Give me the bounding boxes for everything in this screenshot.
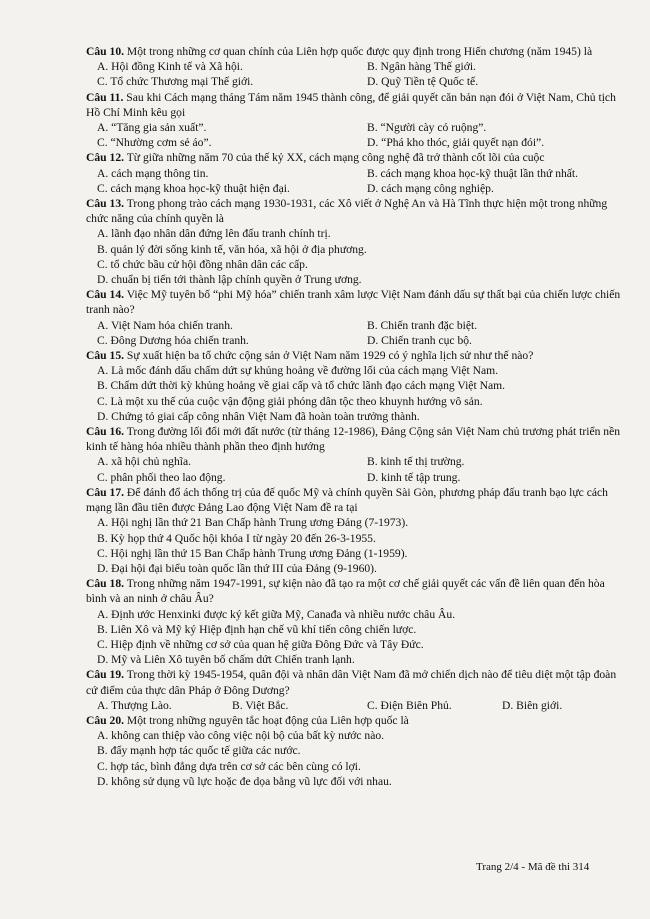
option-row bbox=[86, 120, 626, 135]
question-block bbox=[86, 348, 626, 424]
answer-option: C. hợp tác, bình đẳng dựa trên cơ sở các bên cùng có lợi. bbox=[97, 759, 361, 773]
question-number: Câu 12. bbox=[86, 151, 125, 165]
answer-option: A. không can thiệp vào công việc nội bộ của bất kỳ nước nào. bbox=[97, 729, 385, 743]
answer-option: D. Đại hội đại biểu toàn quốc lần thứ III của Đảng (9-1960). bbox=[97, 561, 377, 575]
question-text: Một trong những nguyên tắc hoạt động của Liên hợp quốc là bbox=[126, 713, 409, 727]
question-stem bbox=[86, 667, 626, 697]
answer-option: C. Hội nghị lần thứ 15 Ban Chấp hành Trung ương Đảng (1-1959). bbox=[97, 546, 408, 560]
answer-option: A. Là mốc đánh dấu chấm dứt sự khủng hoảng về đường lối của cách mạng Việt Nam. bbox=[97, 364, 499, 378]
option-row bbox=[86, 181, 626, 196]
answer-option: A. lãnh đạo nhân dân đứng lên đấu tranh chính trị. bbox=[97, 227, 331, 241]
answer-option: A. xã hội chủ nghĩa. bbox=[97, 455, 192, 469]
question-stem bbox=[86, 485, 626, 515]
question-number: Câu 14. bbox=[86, 288, 125, 302]
question-text: Sự xuất hiện ba tổ chức cộng sản ở Việt Nam năm 1929 có ý nghĩa lịch sử như thế nào? bbox=[126, 349, 534, 363]
question-stem bbox=[86, 713, 626, 728]
answer-option: A. Hội đồng Kinh tế và Xã hội. bbox=[97, 60, 243, 74]
question-number: Câu 17. bbox=[86, 485, 125, 499]
answer-option: D. chuẩn bị tiến tới thành lập chính quyền ở Trung ương. bbox=[97, 273, 362, 287]
option-row bbox=[86, 59, 626, 74]
option-row bbox=[86, 318, 626, 333]
question-number: Câu 20. bbox=[86, 713, 125, 727]
question-number: Câu 18. bbox=[86, 577, 125, 591]
answer-option: D. kinh tế tập trung. bbox=[367, 470, 461, 484]
answer-option: B. Ngân hàng Thế giới. bbox=[367, 60, 476, 74]
question-stem bbox=[86, 287, 626, 317]
question-stem bbox=[86, 90, 626, 120]
question-block bbox=[86, 576, 626, 667]
option-row bbox=[86, 74, 626, 89]
option-row bbox=[86, 470, 626, 485]
option-row bbox=[86, 333, 626, 348]
question-stem bbox=[86, 44, 626, 59]
answer-option: C. “Nhường cơm sẻ áo”. bbox=[97, 136, 212, 150]
answer-option: B. Kỳ họp thứ 4 Quốc hội khóa I từ ngày 20 đến 26-3-1955. bbox=[97, 531, 376, 545]
question-number: Câu 19. bbox=[86, 668, 125, 682]
question-block bbox=[86, 44, 626, 90]
question-text: Trong những năm 1947-1991, sự kiện nào đã tạo ra một cơ chế giải quyết các vấn đề liên quan đến hòa bình và an ninh ở châu Âu? bbox=[86, 577, 605, 606]
answer-option: B. Liên Xô và Mỹ ký Hiệp định hạn chế vũ khí tiến công chiến lược. bbox=[97, 622, 417, 636]
question-number: Câu 11. bbox=[86, 90, 124, 104]
question-block bbox=[86, 150, 626, 196]
answer-option: B. đẩy mạnh hợp tác quốc tế giữa các nước. bbox=[97, 744, 301, 758]
answer-option: D. Mỹ và Liên Xô tuyên bố chấm dứt Chiến tranh lạnh. bbox=[97, 653, 355, 667]
answer-option: C. cách mạng khoa học-kỹ thuật hiện đại. bbox=[97, 181, 290, 195]
question-text: Trong thời kỳ 1945-1954, quân đội và nhân dân Việt Nam đã mở chiến dịch nào để tiêu diệt một tập đoàn cứ điểm của thực dân Pháp ở Đông Dương? bbox=[86, 668, 617, 697]
question-block bbox=[86, 485, 626, 576]
answer-option: A. Định ước Henxinki được ký kết giữa Mỹ, Canađa và nhiều nước châu Âu. bbox=[97, 607, 456, 621]
answer-option: C. tổ chức bầu cử hội đồng nhân dân các cấp. bbox=[97, 257, 308, 271]
question-number: Câu 13. bbox=[86, 197, 125, 211]
question-stem bbox=[86, 150, 626, 165]
question-block bbox=[86, 424, 626, 485]
answer-option: B. Việt Bắc. bbox=[232, 698, 289, 712]
question-block bbox=[86, 287, 626, 348]
answer-option: D. không sử dụng vũ lực hoặc đe dọa bằng vũ lực đối với nhau. bbox=[97, 774, 392, 788]
question-number: Câu 10. bbox=[86, 45, 125, 58]
answer-option: D. Chứng tỏ giai cấp công nhân Việt Nam đã hoàn toàn trưởng thành. bbox=[97, 409, 420, 423]
answer-option: C. Tổ chức Thương mại Thế giới. bbox=[97, 75, 254, 89]
answer-option: B. Chấm dứt thời kỳ khủng hoảng về giai cấp và tổ chức lãnh đạo cách mạng Việt Nam. bbox=[97, 379, 506, 393]
answer-option: B. kinh tế thị trường. bbox=[367, 455, 465, 469]
answer-option: C. phân phối theo lao động. bbox=[97, 470, 226, 484]
answer-option: D. cách mạng công nghiệp. bbox=[367, 181, 494, 195]
question-text: Việc Mỹ tuyên bố “phi Mỹ hóa” chiến tranh xâm lược Việt Nam đánh dấu sự thất bại của chiến lược chiến tranh nào? bbox=[86, 288, 621, 317]
question-stem bbox=[86, 348, 626, 363]
answer-option: A. Thượng Lào. bbox=[97, 698, 172, 712]
answer-option: C. Hiệp định về những cơ sở của quan hệ giữa Đông Đức và Tây Đức. bbox=[97, 637, 424, 651]
question-stem bbox=[86, 576, 626, 606]
option-row bbox=[86, 135, 626, 150]
answer-option: B. “Người cày có ruộng”. bbox=[367, 121, 487, 135]
question-text: Sau khi Cách mạng tháng Tám năm 1945 thành công, để giải quyết căn bản nạn đói ở Việt Nam, Chủ tịch Hồ Chí Minh kêu gọi bbox=[86, 90, 616, 119]
question-text: Để đánh đổ ách thống trị của đế quốc Mỹ và chính quyền Sài Gòn, phương pháp đấu tranh bạo lực cách mạng lần đầu tiên được Đảng Lao động Việt Nam đề ra tại bbox=[86, 485, 608, 515]
question-number: Câu 15. bbox=[86, 349, 125, 363]
answer-option: A. Việt Nam hóa chiến tranh. bbox=[97, 318, 233, 332]
answer-option: D. Biên giới. bbox=[502, 698, 563, 712]
question-list bbox=[86, 44, 626, 789]
question-stem bbox=[86, 196, 626, 226]
question-block bbox=[86, 90, 626, 151]
answer-option: A. cách mạng thông tin. bbox=[97, 166, 209, 180]
option-row bbox=[86, 698, 626, 713]
answer-option: B. Chiến tranh đặc biệt. bbox=[367, 318, 478, 332]
page-footer: Trang 2/4 - Mã đề thi 314 bbox=[476, 861, 590, 873]
answer-option: A. Hội nghị lần thứ 21 Ban Chấp hành Trung ương Đảng (7-1973). bbox=[97, 516, 409, 530]
question-text: Trong đường lối đổi mới đất nước (từ tháng 12-1986), Đảng Cộng sản Việt Nam chủ trương phát triển nền kinh tế hàng hóa nhiều thành phần theo định hướng bbox=[86, 425, 621, 454]
question-block bbox=[86, 667, 626, 713]
answer-option: D. “Phá kho thóc, giải quyết nạn đói”. bbox=[367, 136, 545, 150]
answer-option: C. Là một xu thế của cuộc vận động giải phóng dân tộc theo khuynh hướng vô sản. bbox=[97, 394, 483, 408]
question-block bbox=[86, 196, 626, 287]
question-text: Một trong những cơ quan chính của Liên hợp quốc được quy định trong Hiến chương (năm 1945) là bbox=[126, 45, 593, 58]
question-number: Câu 16. bbox=[86, 425, 125, 439]
question-text: Từ giữa những năm 70 của thế kỷ XX, cách mạng công nghệ đã trở thành cốt lõi của cuộc bbox=[126, 151, 545, 165]
answer-option: C. Điện Biên Phủ. bbox=[367, 698, 452, 712]
question-text: Trong phong trào cách mạng 1930-1931, các Xô viết ở Nghệ An và Hà Tĩnh thực hiện một trong những chức năng của chính quyền là bbox=[86, 197, 608, 226]
answer-option: A. “Tăng gia sản xuất”. bbox=[97, 121, 207, 135]
answer-option: C. Đông Dương hóa chiến tranh. bbox=[97, 333, 249, 347]
answer-option: D. Chiến tranh cục bộ. bbox=[367, 333, 472, 347]
answer-option: B. cách mạng khoa học-kỹ thuật lần thứ nhất. bbox=[367, 166, 579, 180]
option-row bbox=[86, 454, 626, 469]
option-row bbox=[86, 166, 626, 181]
answer-option: D. Quỹ Tiền tệ Quốc tế. bbox=[367, 75, 479, 89]
answer-option: B. quản lý đời sống kinh tế, văn hóa, xã hội ở địa phương. bbox=[97, 242, 367, 256]
question-stem bbox=[86, 424, 626, 454]
question-block bbox=[86, 713, 626, 789]
